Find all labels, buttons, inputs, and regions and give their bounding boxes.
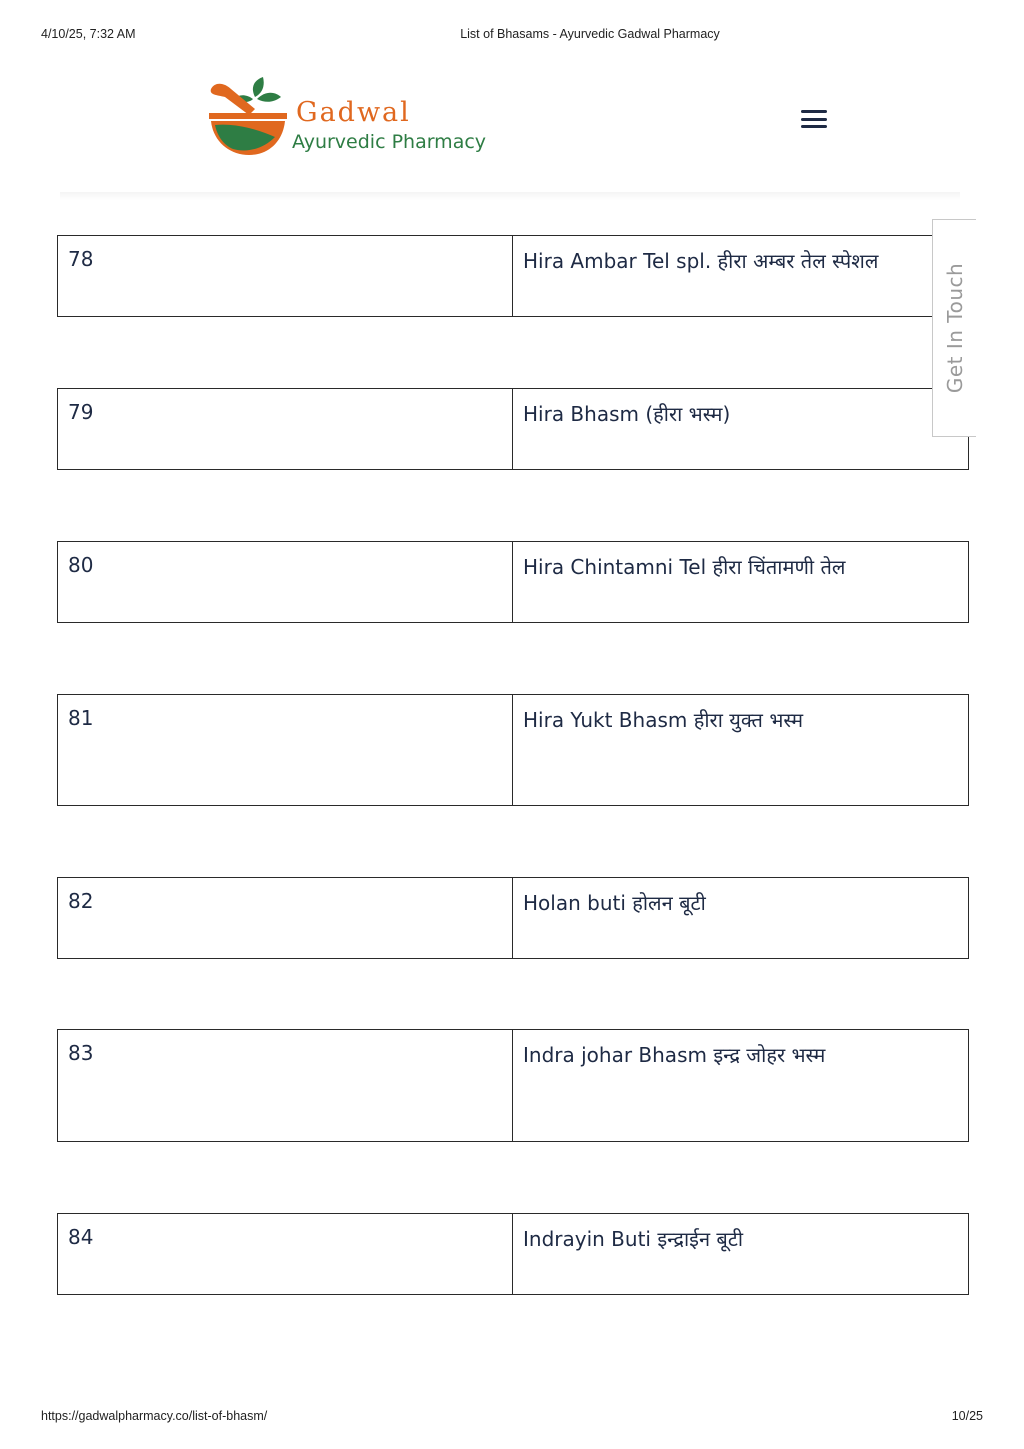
get-in-touch-tab[interactable] — [932, 219, 976, 437]
get-in-touch-label: Get In Touch — [942, 262, 967, 394]
table-row — [57, 1029, 969, 1142]
header-divider — [60, 192, 960, 200]
print-header — [0, 27, 1024, 43]
site-logo[interactable] — [205, 75, 515, 165]
row-item-name: Holan buti होलन बूटी — [523, 891, 706, 915]
logo-brand-name: Gadwal — [296, 97, 411, 128]
logo-subtitle: Ayurvedic Pharmacy — [292, 131, 487, 153]
row-item-name: Indrayin Buti इन्द्राईन बूटी — [523, 1227, 744, 1251]
row-number: 78 — [58, 236, 513, 316]
table-row — [57, 877, 969, 959]
row-number: 84 — [58, 1214, 513, 1294]
table-row — [57, 694, 969, 806]
row-number: 81 — [58, 695, 513, 805]
row-item-name: Hira Yukt Bhasm हीरा युक्त भस्म — [523, 708, 804, 732]
row-item-name: Indra johar Bhasm इन्द्र जोहर भस्म — [523, 1043, 826, 1067]
row-number: 83 — [58, 1030, 513, 1141]
table-row — [57, 388, 969, 470]
print-url: https://gadwalpharmacy.co/list-of-bhasm/ — [41, 1409, 268, 1423]
print-datetime: 4/10/25, 7:32 AM — [41, 27, 136, 41]
print-page-number: 10/25 — [951, 1409, 983, 1423]
row-number: 82 — [58, 878, 513, 958]
print-page-title: List of Bhasams - Ayurvedic Gadwal Pharmacy — [460, 27, 720, 41]
mortar-pestle-icon — [205, 75, 300, 165]
row-item-name: Hira Chintamni Tel हीरा चिंतामणी तेल — [523, 555, 846, 579]
table-row — [57, 541, 969, 623]
table-row — [57, 1213, 969, 1295]
row-number: 80 — [58, 542, 513, 622]
row-number: 79 — [58, 389, 513, 469]
hamburger-menu-icon[interactable] — [801, 110, 827, 130]
table-row — [57, 235, 969, 317]
row-item-name: Hira Ambar Tel spl. हीरा अम्बर तेल स्पेशल — [523, 249, 879, 273]
row-item-name: Hira Bhasm (हीरा भस्म) — [523, 402, 731, 426]
